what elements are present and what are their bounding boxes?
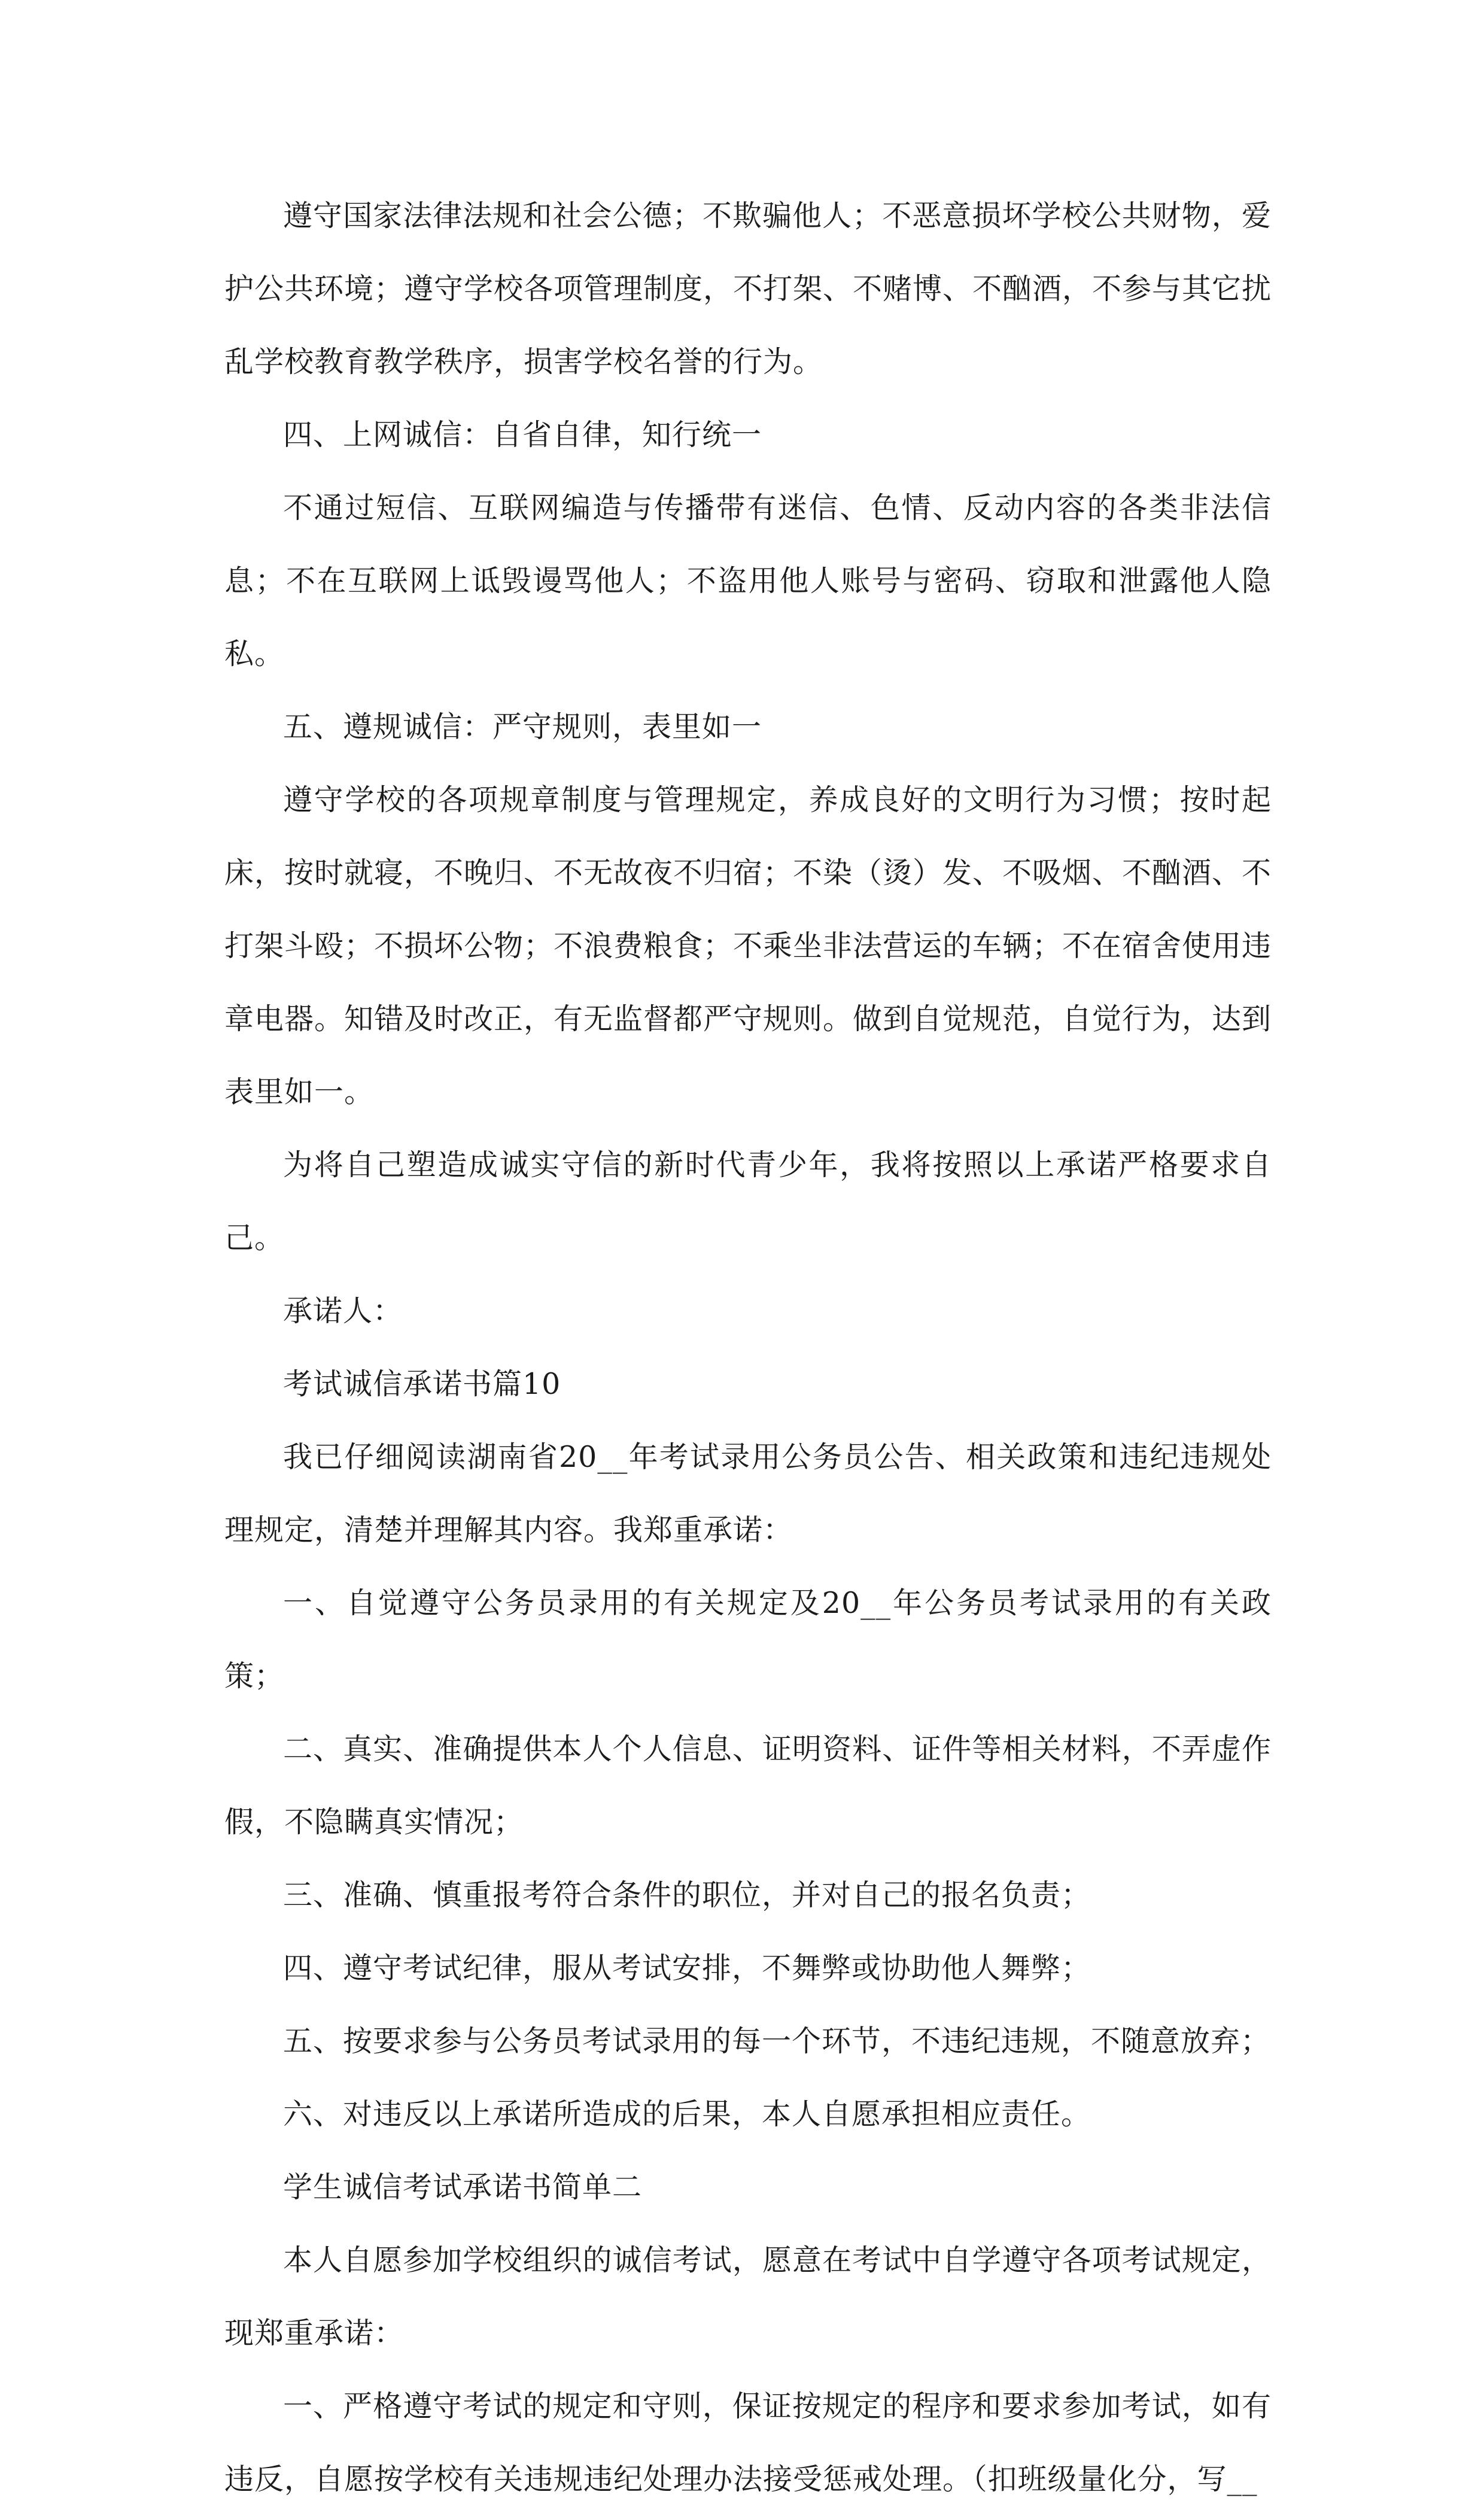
pledge-item-3: 三、准确、慎重报考符合条件的职位，并对自己的报名负责； (283, 1878, 1091, 1912)
pledge-item-4: 四、遵守考试纪律，服从考试安排，不舞弊或协助他人舞弊； (283, 1951, 1091, 1985)
paragraph-compliance-rules: 遵守学校的各项规章制度与管理规定，养成良好的文明行为习惯；按时起床，按时就寝，不晚归、不无故夜不归宿；不染（烫）发、不吸烟、不酗酒、不打架斗殴；不损坏公物；不浪费粮食；不乘坐非法营运的车辆；不在宿舍使用违章电器。知错及时改正，有无监督都严守规则。做到自觉规范，自觉行为，达到表里如一。 (224, 783, 1272, 1109)
pledge-item-2: 二、真实、准确提供本人个人信息、证明资料、证件等相关材料，不弄虚作假，不隐瞒真实情况； (224, 1732, 1272, 1839)
paragraph-closing-pledge: 为将自己塑造成诚实守信的新时代青少年，我将按照以上承诺严格要求自己。 (224, 1148, 1272, 1255)
section-title-pledge-10: 考试诚信承诺书篇10 (283, 1367, 561, 1401)
section-title-student-pledge-2: 学生诚信考试承诺书简单二 (283, 2170, 643, 2204)
pledge-item-6: 六、对违反以上承诺所造成的后果，本人自愿承担相应责任。 (283, 2097, 1091, 2131)
paragraph-conduct-rules: 遵守国家法律法规和社会公德；不欺骗他人；不恶意损坏学校公共财物，爱护公共环境；遵守学校各项管理制度，不打架、不赌博、不酗酒，不参与其它扰乱学校教育教学秩序，损害学校名誉的行为。 (224, 199, 1272, 379)
document-body (224, 180, 1272, 2516)
student-pledge-item-1: 一、严格遵守考试的规定和守则，保证按规定的程序和要求参加考试，如有违反，自愿按学校有关违规违纪处理办法接受惩戒处理。（扣班级量化分，写__ (224, 2389, 1272, 2496)
signature-line: 承诺人： (283, 1294, 403, 1328)
paragraph-online-rules: 不通过短信、互联网编造与传播带有迷信、色情、反动内容的各类非法信息；不在互联网上诋毁谩骂他人；不盗用他人账号与密码、窃取和泄露他人隐私。 (224, 491, 1272, 671)
paragraph-pledge-intro: 我已仔细阅读湖南省20__年考试录用公务员公告、相关政策和违纪违规处理规定，清楚并理解其内容。我郑重承诺： (224, 1440, 1272, 1547)
pledge-item-5: 五、按要求参与公务员考试录用的每一个环节，不违纪违规，不随意放弃； (283, 2024, 1271, 2058)
heading-online-integrity: 四、上网诚信：自省自律，知行统一 (283, 418, 762, 452)
heading-compliance-integrity: 五、遵规诚信：严守规则，表里如一 (283, 710, 762, 744)
pledge-item-1: 一、自觉遵守公务员录用的有关规定及20__年公务员考试录用的有关政策； (224, 1586, 1272, 1693)
paragraph-student-intro: 本人自愿参加学校组织的诚信考试，愿意在考试中自学遵守各项考试规定，现郑重承诺： (224, 2243, 1272, 2350)
